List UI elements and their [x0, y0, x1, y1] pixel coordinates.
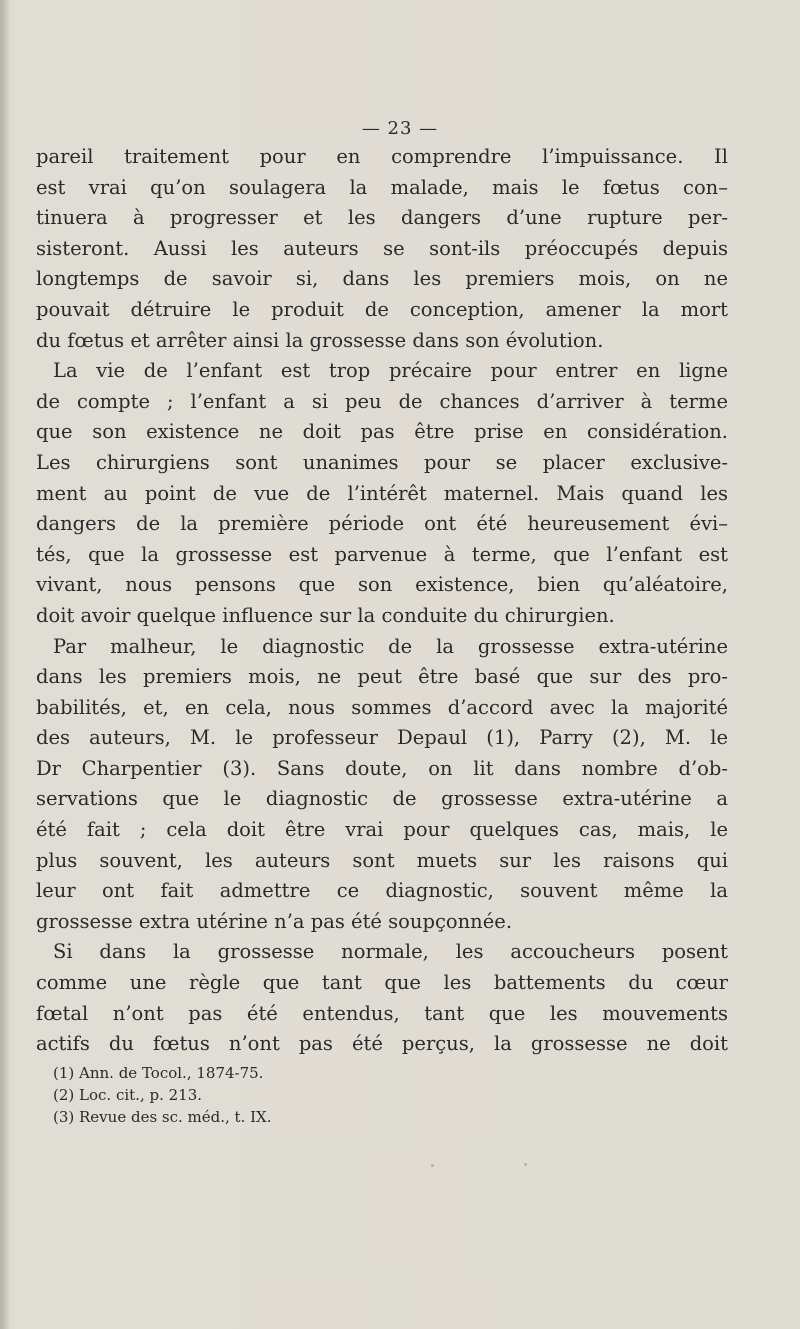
text-line: que son existence ne doit pas être prise en considération.	[36, 420, 728, 444]
text-line: est vrai qu’on soulagera la malade, mais le fœtus con–	[36, 175, 728, 199]
text-line: des auteurs, M. le professeur Depaul (1), Parry (2), M. le	[36, 726, 728, 750]
text-line: La vie de l’enfant est trop précaire pour entrer en ligne	[53, 359, 728, 383]
text-line: doit avoir quelque influence sur la conduite du chirurgien.	[36, 603, 615, 627]
text-line: sisteront. Aussi les auteurs se sont-ils préoccupés depuis	[36, 236, 728, 260]
footnote-3: (3) Revue des sc. méd., t. IX.	[53, 1108, 272, 1126]
text-line: du fœtus et arrêter ainsi la grossesse dans son évolution.	[36, 328, 604, 352]
text-line: actifs du fœtus n’ont pas été perçus, la grossesse ne doit	[36, 1032, 728, 1056]
text-line: Si dans la grossesse normale, les accoucheurs posent	[53, 940, 728, 964]
text-line: Par malheur, le diagnostic de la grossesse extra-utérine	[53, 634, 728, 658]
footnote-1: (1) Ann. de Tocol., 1874-75.	[53, 1064, 264, 1082]
paper-speck	[431, 1164, 434, 1167]
text-line: été fait ; cela doit être vrai pour quelques cas, mais, le	[36, 818, 728, 842]
footnotes	[53, 1062, 553, 1128]
text-line: Les chirurgiens sont unanimes pour se placer exclusive-	[36, 450, 728, 474]
text-line: dans les premiers mois, ne peut être basé que sur des pro-	[36, 665, 728, 689]
text-line: plus souvent, les auteurs sont muets sur les raisons qui	[36, 848, 728, 872]
text-line: tés, que la grossesse est parvenue à terme, que l’enfant est	[36, 542, 728, 566]
text-line: servations que le diagnostic de grossesse extra-utérine a	[36, 787, 728, 811]
text-line: comme une règle que tant que les battements du cœur	[36, 971, 728, 995]
text-line: dangers de la première période ont été heureusement évi–	[36, 512, 728, 536]
text-line: ment au point de vue de l’intérêt maternel. Mais quand les	[36, 481, 728, 505]
page-number: — 23 —	[361, 118, 439, 139]
gutter-shadow	[0, 0, 10, 1329]
text-line: pareil traitement pour en comprendre l’impuissance. Il	[36, 145, 728, 168]
text-line: fœtal n’ont pas été entendus, tant que les mouvements	[36, 1001, 728, 1025]
body-text	[36, 142, 728, 1060]
text-line: leur ont fait admettre ce diagnostic, souvent même la	[36, 879, 728, 903]
text-line: pouvait détruire le produit de conception, amener la mort	[36, 297, 728, 321]
text-line: vivant, nous pensons que son existence, bien qu’aléatoire,	[36, 573, 728, 597]
text-line: de compte ; l’enfant a si peu de chances d’arriver à terme	[36, 389, 728, 413]
text-line: Dr Charpentier (3). Sans doute, on lit dans nombre d’ob-	[36, 756, 728, 780]
paper-speck	[524, 1163, 527, 1166]
text-line: grossesse extra utérine n’a pas été soupçonnée.	[36, 909, 513, 933]
text-line: tinuera à progresser et les dangers d’une rupture per-	[36, 206, 728, 230]
footnote-2: (2) Loc. cit., p. 213.	[53, 1086, 203, 1104]
text-line: babilités, et, en cela, nous sommes d’accord avec la majorité	[36, 695, 728, 719]
text-line: longtemps de savoir si, dans les premiers mois, on ne	[36, 267, 728, 291]
